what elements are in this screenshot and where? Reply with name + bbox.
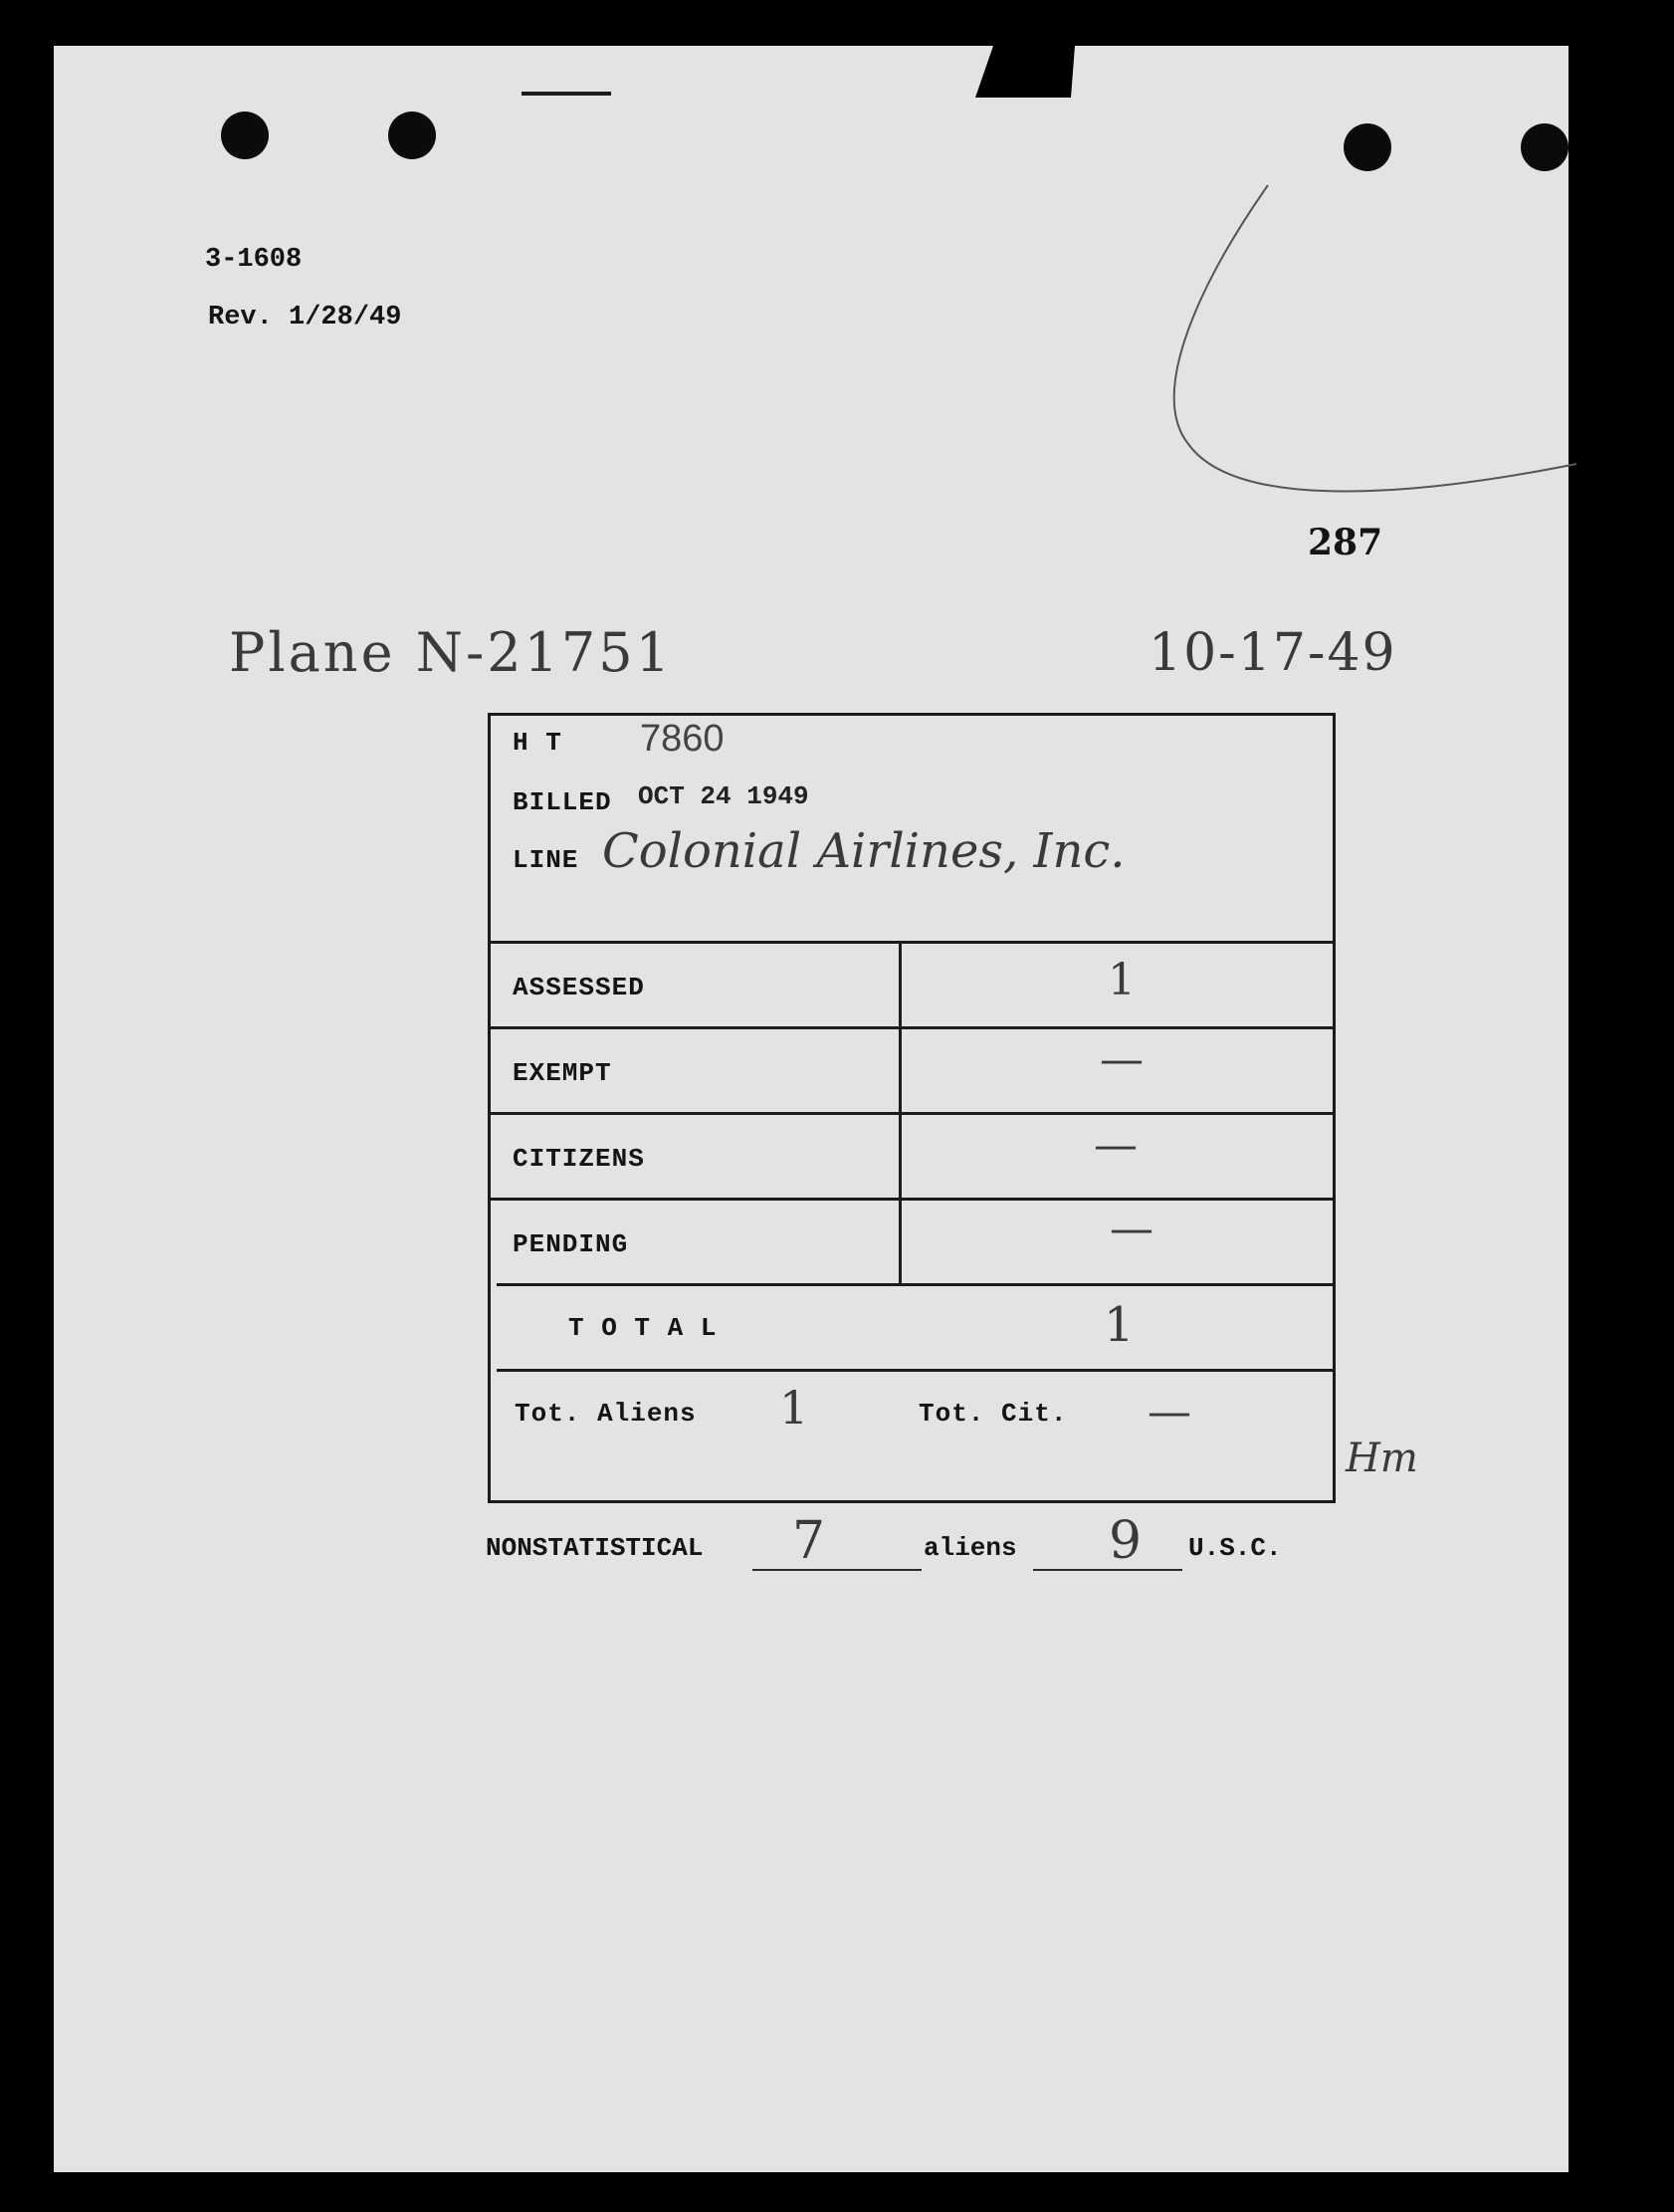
row-value-assessed: 1 [1108, 955, 1136, 1005]
top-rule-mark [522, 92, 611, 96]
tot-cit-label: Tot. Cit. [919, 1399, 1068, 1429]
nonstatistical-usc-underline [1033, 1569, 1182, 1571]
nonstatistical-usc-label: U.S.C. [1188, 1533, 1282, 1563]
row-label-citizens: CITIZENS [513, 1144, 645, 1174]
pencil-curve-mark [1109, 135, 1586, 553]
total-label: T O T A L [568, 1313, 718, 1343]
line-label: LINE [513, 845, 579, 875]
billed-label: BILLED [513, 787, 612, 817]
divider [497, 1283, 1333, 1286]
document-sheet [54, 46, 1569, 2172]
punch-hole [221, 111, 269, 159]
punch-hole [388, 111, 436, 159]
nonstatistical-label: NONSTATISTICAL [486, 1533, 704, 1563]
row-value-citizens: — [1094, 1120, 1138, 1171]
form-revision: Rev. 1/28/49 [208, 303, 402, 332]
tot-aliens-value: 1 [779, 1381, 809, 1435]
ht-number: 7860 [640, 718, 725, 760]
billed-date-stamp: OCT 24 1949 [638, 781, 809, 811]
row-label-pending: PENDING [513, 1229, 629, 1259]
column-divider [899, 941, 902, 1285]
nonstatistical-aliens-value: 7 [792, 1511, 826, 1571]
initials-handwritten: Hm [1346, 1436, 1418, 1481]
nonstatistical-usc-value: 9 [1109, 1511, 1143, 1571]
page-number: 287 [1308, 522, 1383, 563]
plane-handwritten: Plane N-21751 [229, 621, 673, 684]
nonstatistical-aliens-label: aliens [924, 1533, 1017, 1563]
total-value: 1 [1104, 1297, 1135, 1353]
nonstatistical-aliens-underline [752, 1569, 922, 1571]
divider [491, 941, 1333, 944]
date-handwritten: 10-17-49 [1149, 623, 1397, 683]
divider [491, 1026, 1333, 1029]
tot-cit-value: — [1148, 1387, 1191, 1438]
divider [491, 1112, 1333, 1115]
tot-aliens-label: Tot. Aliens [515, 1399, 697, 1429]
row-label-assessed: ASSESSED [513, 973, 645, 1002]
line-value-handwritten: Colonial Airlines, Inc. [602, 823, 1126, 879]
divider [497, 1369, 1333, 1372]
form-box [488, 713, 1336, 1503]
row-value-exempt: — [1100, 1034, 1144, 1085]
row-value-pending: — [1110, 1204, 1153, 1254]
top-tab-mark [975, 46, 1075, 98]
ht-label: H T [513, 728, 562, 758]
divider [491, 1198, 1333, 1201]
form-number: 3-1608 [205, 245, 303, 275]
row-label-exempt: EXEMPT [513, 1058, 612, 1088]
